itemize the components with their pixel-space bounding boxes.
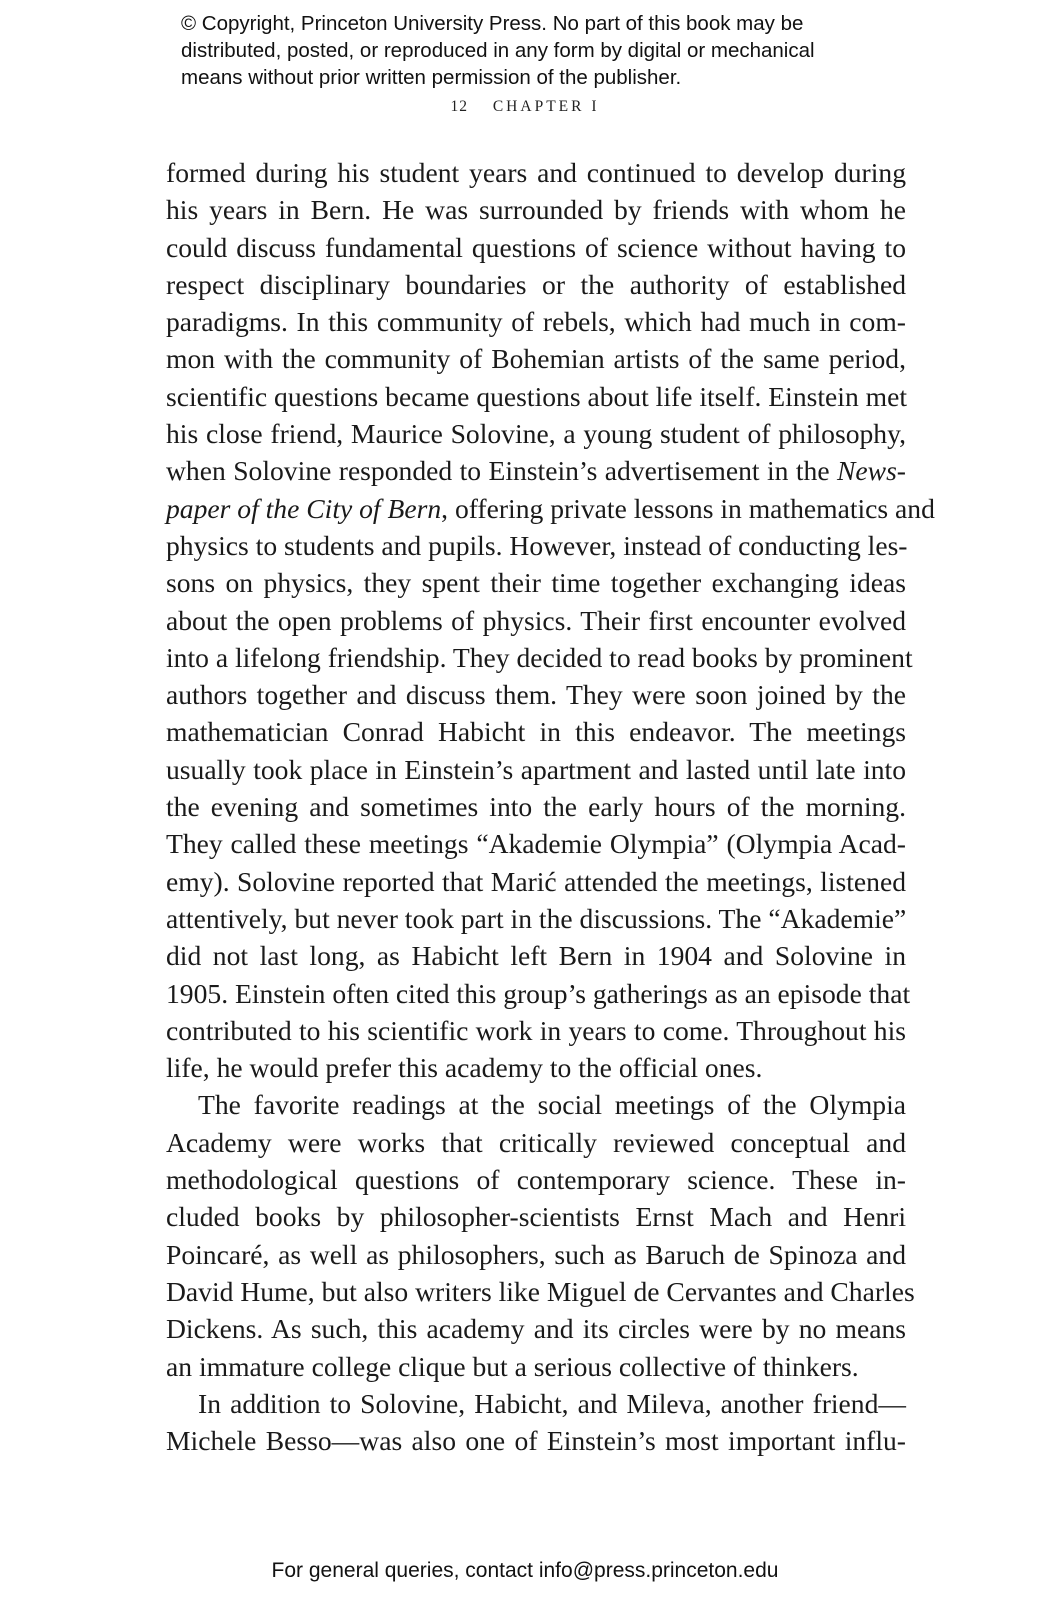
text-line: attentively, but never took part in the discussions. The “Akademie” [166,902,907,934]
text-line: into a lifelong friendship. They decided to read books by prominent [166,641,913,673]
page-number: 12 [450,98,468,115]
copyright-line: means without prior written permission of the publisher. [181,66,682,89]
text-line: mathematician Conrad Habicht in this endeavor. The meetings [166,716,906,748]
text-line: scientific questions became questions about life itself. Einstein met [166,380,908,412]
text-line: The favorite readings at the social meetings of the Olympia [198,1089,906,1121]
text-line: They called these meetings “Akademie Olympia” (Olympia Acad- [166,828,906,860]
text-line: paradigms. In this community of rebels, which had much in com- [166,306,906,338]
text-line: about the open problems of physics. Their first encounter evolved [166,604,906,636]
copyright-line: © Copyright, Princeton University Press. No part of this book may be [181,12,804,35]
text-line: mon with the community of Bohemian artists of the same period, [166,343,906,375]
italic-fragment: paper of the City of Bern [166,492,442,524]
text-line: life, he would prefer this academy to the official ones. [166,1052,763,1084]
text-line: Academy were works that critically reviewed conceptual and [166,1126,906,1158]
text-line: his close friend, Maurice Solovine, a young student of philosophy, [166,418,906,450]
copyright-notice [181,10,941,91]
text-line: authors together and discuss them. They were soon joined by the [166,679,906,711]
chapter-title: CHAPTER I [492,98,600,115]
text-line: could discuss fundamental questions of science without having to [166,231,906,263]
text-line: In addition to Solovine, Habicht, and Mileva, another friend— [198,1387,906,1419]
text-fragment: when Solovine responded to Einstein’s advertisement in the [166,455,838,487]
text-line: 1905. Einstein often cited this group’s gatherings as an episode that [166,977,911,1009]
text-line: the evening and sometimes into the early hours of the morning. [166,791,906,823]
text-line: usually took place in Einstein’s apartment and lasted until late into [166,753,906,785]
text-line: methodological questions of contemporary science. These in- [166,1164,906,1196]
text-line: respect disciplinary boundaries or the authority of established [166,268,906,300]
text-line: cluded books by philosopher-scientists Ernst Mach and Henri [166,1201,906,1233]
text-line: emy). Solovine reported that Marić attended the meetings, listened [166,865,906,897]
text-line: sons on physics, they spent their time together exchanging ideas [166,567,906,599]
text-line [166,490,935,527]
copyright-line: distributed, posted, or reproduced in any form by digital or mechanical [181,39,815,62]
running-head [0,98,1050,116]
footer-contact: For general queries, contact info@press.princeton.edu [271,1559,779,1582]
text-line: David Hume, but also writers like Miguel de Cervantes and Charles [166,1275,915,1307]
text-line: his years in Bern. He was surrounded by friends with whom he [166,194,906,226]
text-line: Michele Besso—was also one of Einstein’s most important influ- [166,1425,906,1457]
text-line: formed during his student years and continued to develop during [166,157,906,188]
text-line: Dickens. As such, this academy and its circles were by no means [166,1313,906,1345]
text-fragment: , offering private lessons in mathematics and [441,492,935,524]
text-line: physics to students and pupils. However, instead of conducting les- [166,529,908,561]
italic-fragment: News- [837,455,906,487]
text-line: an immature college clique but a serious collective of thinkers. [166,1350,859,1382]
text-line: contributed to his scientific work in years to come. Throughout his [166,1014,906,1046]
text-line [166,452,906,489]
text-line: did not last long, as Habicht left Bern in 1904 and Solovine in [166,940,906,972]
text-line: Poincaré, as well as philosophers, such as Baruch de Spinoza and [166,1238,906,1270]
page-body [166,154,935,1459]
